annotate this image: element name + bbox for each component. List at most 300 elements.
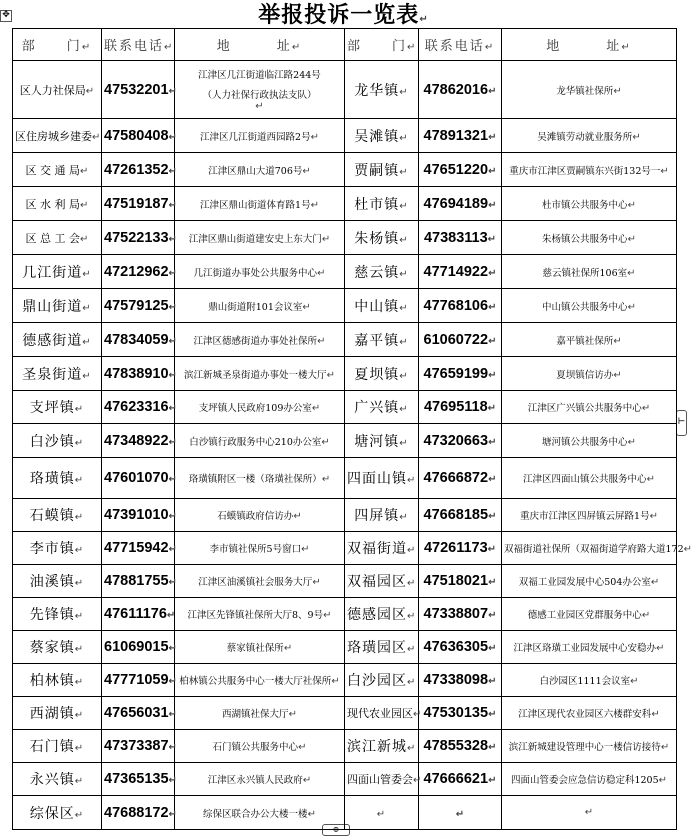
paragraph-mark: ↵ bbox=[649, 511, 658, 522]
dept-cell-text: 油溪镇 bbox=[29, 574, 75, 590]
paragraph-mark: ↵ bbox=[487, 403, 497, 414]
dept-cell-text: 先锋镇 bbox=[29, 607, 75, 623]
dept-cell-text: 李市镇 bbox=[29, 541, 75, 557]
phone-cell bbox=[102, 499, 175, 532]
phone-cell bbox=[419, 631, 502, 664]
dept-cell-text: 吴滩镇 bbox=[354, 128, 400, 145]
add-row-icon[interactable]: ⊕ bbox=[322, 824, 350, 836]
paragraph-mark: ↵ bbox=[323, 610, 332, 621]
paragraph-mark: ↵ bbox=[298, 742, 307, 753]
dept-cell-text: 石蟆镇 bbox=[29, 508, 75, 524]
paragraph-mark: ↵ bbox=[646, 474, 655, 485]
paragraph-mark: ↵ bbox=[627, 301, 636, 313]
table-row bbox=[13, 357, 677, 391]
address-cell-text-2: （人力社保行政执法支队） bbox=[202, 90, 317, 101]
address-cell bbox=[502, 664, 677, 697]
phone-cell bbox=[419, 61, 502, 119]
phone-cell-text: 47320663 bbox=[423, 432, 489, 449]
address-cell-text: 江津区几江街道临江路244号 bbox=[198, 70, 321, 81]
paragraph-mark: ↵ bbox=[487, 544, 497, 555]
dept-cell-text: 塘河镇 bbox=[354, 433, 400, 450]
dept-cell bbox=[345, 796, 419, 830]
address-cell-text: 江津区珞璜工业园发展中心安稳办 bbox=[513, 643, 657, 654]
dept-cell-text: 永兴镇 bbox=[29, 772, 75, 788]
dept-cell bbox=[13, 664, 102, 697]
address-cell-text: 江津区永兴镇人民政府 bbox=[207, 775, 303, 786]
address-cell bbox=[175, 289, 345, 323]
paragraph-mark: ↵ bbox=[488, 709, 497, 720]
dept-cell-text: 西湖镇 bbox=[29, 706, 75, 722]
paragraph-mark: ↵ bbox=[317, 335, 326, 347]
dept-cell-text: 综保区 bbox=[29, 805, 75, 822]
paragraph-mark: ↵ bbox=[613, 335, 622, 347]
dept-cell-text: 现代农业园区 bbox=[347, 707, 413, 720]
address-cell-text: 江津区四面山镇公共服务中心 bbox=[523, 474, 647, 485]
address-cell bbox=[502, 796, 677, 830]
address-cell bbox=[175, 499, 345, 532]
paragraph-mark: ↵ bbox=[376, 808, 387, 820]
dept-cell bbox=[345, 598, 419, 631]
paragraph-mark: ↵ bbox=[321, 436, 330, 448]
address-cell bbox=[175, 187, 345, 221]
phone-cell bbox=[419, 763, 502, 796]
address-cell-text: 支坪镇人民政府109办公室 bbox=[198, 403, 312, 414]
phone-cell-text: 47694189 bbox=[423, 195, 489, 212]
dept-cell-text: 白沙镇 bbox=[29, 433, 75, 450]
paragraph-mark: ↵ bbox=[74, 611, 85, 622]
dept-cell-text: 四屏镇 bbox=[354, 508, 400, 524]
phone-cell-text: 47365135 bbox=[104, 771, 169, 787]
table-row bbox=[13, 565, 677, 598]
address-cell bbox=[175, 323, 345, 357]
paragraph-mark: ↵ bbox=[399, 166, 409, 178]
address-cell-text: 德感工业园区党群服务中心 bbox=[527, 610, 642, 621]
paragraph-mark: ↵ bbox=[312, 577, 321, 588]
dept-cell-text: 区 交 通 局 bbox=[25, 163, 81, 177]
phone-cell bbox=[419, 119, 502, 153]
address-cell-text: 江津区先锋镇社保所大厅8、9号 bbox=[187, 610, 324, 621]
paragraph-mark: ↵ bbox=[283, 643, 293, 654]
dept-cell-text: 滨江新城 bbox=[347, 739, 407, 755]
dept-cell-text: 珞璜园区 bbox=[347, 640, 407, 656]
paragraph-mark: ↵ bbox=[168, 403, 177, 414]
paragraph-mark: ↵ bbox=[407, 611, 417, 622]
table-row bbox=[13, 697, 677, 730]
table-row bbox=[13, 458, 677, 499]
phone-cell-text: 47688172 bbox=[104, 804, 169, 821]
paragraph-mark: ↵ bbox=[651, 709, 660, 720]
paragraph-mark: ↵ bbox=[632, 131, 641, 143]
paragraph-mark: ↵ bbox=[488, 775, 497, 786]
paragraph-mark: ↵ bbox=[74, 512, 85, 523]
paragraph-mark: ↵ bbox=[399, 132, 409, 144]
table-row bbox=[13, 763, 677, 796]
paragraph-mark: ↵ bbox=[488, 131, 497, 143]
phone-cell-text: 47651220 bbox=[423, 161, 489, 178]
phone-cell-text: 47530135 bbox=[423, 705, 489, 721]
address-cell-text: 慈云镇社保所106室 bbox=[542, 267, 628, 279]
paragraph-mark: ↵ bbox=[82, 268, 92, 280]
phone-cell bbox=[102, 289, 175, 323]
paragraph-mark: ↵ bbox=[82, 302, 92, 314]
paragraph-mark: ↵ bbox=[317, 267, 326, 279]
dept-cell bbox=[345, 221, 419, 255]
paragraph-mark: ↵ bbox=[168, 577, 177, 588]
paragraph-mark: ↵ bbox=[488, 742, 497, 753]
paragraph-mark: ↵ bbox=[321, 474, 331, 485]
paragraph-mark: ↵ bbox=[399, 302, 409, 314]
phone-cell bbox=[102, 255, 175, 289]
dept-cell bbox=[13, 499, 102, 532]
paragraph-mark: ↵ bbox=[74, 475, 85, 486]
phone-cell-text: 47714922 bbox=[423, 263, 489, 280]
paragraph-mark: ↵ bbox=[627, 267, 636, 279]
phone-cell bbox=[102, 153, 175, 187]
table-row bbox=[13, 187, 677, 221]
dept-cell bbox=[13, 221, 102, 255]
address-cell bbox=[175, 796, 345, 830]
dept-cell bbox=[345, 187, 419, 221]
dept-cell-text: 中山镇 bbox=[354, 298, 400, 315]
paragraph-mark: ↵ bbox=[399, 86, 409, 98]
dept-cell-text: 双福园区 bbox=[347, 574, 407, 590]
address-cell-text: 白沙园区1111会议室 bbox=[539, 676, 631, 687]
paragraph-mark: ↵ bbox=[399, 370, 409, 382]
dept-cell-text: 鼎山街道 bbox=[22, 298, 83, 315]
address-cell bbox=[502, 532, 692, 565]
dept-cell bbox=[13, 697, 102, 730]
dept-cell-text: 区 总 工 会 bbox=[25, 231, 81, 245]
address-cell-text: 鼎山街道附101会议室 bbox=[208, 301, 303, 313]
dept-cell-text: 夏坝镇 bbox=[354, 366, 400, 383]
phone-cell-text: 47881755 bbox=[104, 573, 169, 589]
dept-cell-text: 杜市镇 bbox=[354, 196, 400, 213]
dept-cell-text: 贾嗣镇 bbox=[354, 162, 400, 179]
table-row bbox=[13, 796, 677, 830]
paragraph-mark: ↵ bbox=[488, 474, 497, 485]
paragraph-mark: ↵ bbox=[407, 475, 417, 486]
address-cell-text: 江津区鼎山街道建安史上东大门 bbox=[188, 233, 322, 245]
address-cell-text: 朱杨镇公共服务中心 bbox=[542, 233, 628, 245]
paragraph-mark: ↵ bbox=[301, 544, 310, 555]
address-cell bbox=[502, 565, 677, 598]
address-cell-text: 白沙镇行政服务中心210办公室 bbox=[189, 436, 322, 448]
paragraph-mark: ↵ bbox=[613, 85, 622, 97]
address-cell bbox=[502, 598, 677, 631]
dept-cell bbox=[13, 391, 102, 424]
paragraph-mark: ↵ bbox=[92, 131, 101, 143]
table-move-handle-icon[interactable]: ✥ bbox=[0, 10, 12, 22]
address-cell-text: 江津区现代农业园区六楼群安科 bbox=[518, 709, 652, 720]
address-cell-text: 重庆市江津区贾嗣镇东兴街132号一 bbox=[509, 165, 661, 177]
phone-cell-text: 47580408 bbox=[104, 127, 169, 144]
paragraph-mark: ↵ bbox=[74, 809, 85, 821]
paragraph-mark: ↵ bbox=[168, 474, 177, 485]
address-cell bbox=[502, 323, 677, 357]
table-row bbox=[13, 221, 677, 255]
header-cell-address-2: 地 址↵ bbox=[502, 29, 677, 61]
dept-cell-text: 蔡家镇 bbox=[29, 640, 75, 656]
phone-cell bbox=[419, 357, 502, 391]
dept-cell-text: 区人力社保局 bbox=[19, 83, 86, 97]
table-row bbox=[13, 289, 677, 323]
dept-cell-text: 德感园区 bbox=[347, 607, 407, 623]
paragraph-mark: ↵ bbox=[82, 336, 92, 348]
address-cell bbox=[175, 61, 345, 119]
phone-cell bbox=[419, 323, 502, 357]
paragraph-mark: ↵ bbox=[310, 199, 319, 211]
address-cell bbox=[175, 357, 345, 391]
phone-cell-text: 47636305 bbox=[423, 639, 489, 655]
dept-cell bbox=[345, 119, 419, 153]
address-cell-text: 杜市镇公共服务中心 bbox=[542, 199, 628, 211]
phone-cell bbox=[102, 458, 175, 499]
paragraph-mark: ↵ bbox=[311, 403, 321, 414]
address-cell-text: 石门镇公共服务中心 bbox=[212, 742, 299, 753]
paragraph-mark: ↵ bbox=[168, 709, 177, 720]
paragraph-mark: ↵ bbox=[331, 676, 340, 687]
header-cell-phone: 联系电话↵ bbox=[102, 29, 175, 61]
paragraph-mark: ↵ bbox=[82, 370, 92, 382]
dept-cell bbox=[13, 458, 102, 499]
phone-cell-text: 47656031 bbox=[104, 705, 169, 721]
address-cell-text: 滨江新城建设管理中心一楼信访接待 bbox=[508, 742, 661, 753]
table-row bbox=[13, 424, 677, 458]
paragraph-mark: ↵ bbox=[168, 511, 177, 522]
address-cell bbox=[502, 730, 677, 763]
paragraph-mark: ↵ bbox=[168, 742, 177, 753]
phone-cell-text: 47348922 bbox=[104, 432, 169, 449]
address-cell-text: 江津区油溪镇社会服务大厅 bbox=[198, 577, 313, 588]
table-row bbox=[13, 598, 677, 631]
dept-cell bbox=[13, 289, 102, 323]
dept-cell bbox=[13, 565, 102, 598]
paragraph-mark: ↵ bbox=[302, 775, 312, 786]
phone-cell bbox=[102, 424, 175, 458]
phone-cell bbox=[102, 221, 175, 255]
address-cell-text: 江津区德感街道办事处社保所 bbox=[193, 335, 318, 347]
paragraph-mark: ↵ bbox=[488, 436, 497, 448]
address-cell bbox=[175, 221, 345, 255]
address-cell bbox=[502, 153, 677, 187]
phone-cell-text: 47838910 bbox=[104, 365, 169, 382]
paragraph-mark: ↵ bbox=[255, 101, 264, 112]
paragraph-mark: ↵ bbox=[321, 233, 331, 245]
phone-cell bbox=[419, 598, 502, 631]
phone-cell bbox=[102, 187, 175, 221]
address-cell-text: 珞璜镇附区一楼（珞璜社保所） bbox=[188, 474, 322, 485]
table-row bbox=[13, 323, 677, 357]
address-cell-text: 四面山管委会应急信访稳定科1205 bbox=[510, 775, 659, 786]
dept-cell-text: 柏林镇 bbox=[29, 673, 75, 689]
table-row bbox=[13, 532, 677, 565]
address-cell-text: 江津区广兴镇公共服务中心 bbox=[527, 403, 642, 414]
phone-cell-text: 47855328 bbox=[423, 738, 489, 754]
dept-cell bbox=[13, 357, 102, 391]
header-row bbox=[13, 29, 677, 61]
phone-cell-text: 47601070 bbox=[104, 470, 169, 486]
address-cell-text: 蔡家镇社保所 bbox=[226, 643, 284, 654]
address-cell bbox=[175, 730, 345, 763]
address-cell bbox=[175, 697, 345, 730]
paragraph-mark: ↵ bbox=[326, 369, 335, 381]
table-row bbox=[13, 664, 677, 697]
paragraph-mark: ↵ bbox=[168, 335, 177, 347]
table-row bbox=[13, 631, 677, 664]
paragraph-mark: ↵ bbox=[488, 301, 497, 313]
phone-cell bbox=[102, 631, 175, 664]
paragraph-mark: ↵ bbox=[74, 710, 85, 721]
dept-cell bbox=[13, 187, 102, 221]
dept-cell bbox=[345, 391, 419, 424]
address-cell-text: 综保区联合办公大楼一楼 bbox=[203, 808, 308, 820]
dept-cell-text: 龙华镇 bbox=[354, 82, 400, 99]
paragraph-mark: ↵ bbox=[168, 131, 177, 143]
phone-cell-text: 47519187 bbox=[104, 195, 169, 212]
address-cell bbox=[175, 458, 345, 499]
dept-cell bbox=[13, 631, 102, 664]
phone-cell-text: 47611176 bbox=[104, 606, 167, 622]
header-cell-dept-2: 部 门↵ bbox=[345, 29, 419, 61]
phone-cell bbox=[419, 255, 502, 289]
paragraph-mark: ↵ bbox=[302, 301, 311, 313]
dept-cell bbox=[13, 255, 102, 289]
paragraph-mark: ↵ bbox=[80, 199, 89, 211]
paragraph-mark: ↵ bbox=[310, 131, 319, 143]
paragraph-mark: ↵ bbox=[168, 808, 177, 820]
paragraph-mark: ↵ bbox=[407, 677, 417, 688]
paragraph-mark: ↵ bbox=[488, 165, 497, 177]
phone-cell-text: 47532201 bbox=[104, 81, 169, 98]
address-cell bbox=[175, 532, 345, 565]
phone-cell bbox=[419, 499, 502, 532]
phone-cell bbox=[419, 289, 502, 323]
paragraph-mark: ↵ bbox=[74, 677, 85, 688]
dept-cell-text: 四面山镇 bbox=[347, 471, 407, 487]
address-cell bbox=[502, 697, 677, 730]
paragraph-mark: ↵ bbox=[74, 404, 85, 415]
dept-cell bbox=[345, 499, 419, 532]
paragraph-mark: ↵ bbox=[488, 610, 497, 621]
phone-cell bbox=[102, 697, 175, 730]
table-resize-handle-icon[interactable]: ⊢ bbox=[676, 410, 687, 436]
phone-cell bbox=[419, 697, 502, 730]
phone-cell bbox=[419, 565, 502, 598]
paragraph-mark: ↵ bbox=[407, 545, 417, 556]
dept-cell bbox=[345, 565, 419, 598]
address-cell bbox=[502, 119, 677, 153]
address-cell bbox=[502, 221, 677, 255]
paragraph-mark: ↵ bbox=[488, 335, 497, 347]
address-cell-text: 滨江新城圣泉街道办事处一楼大厅 bbox=[184, 369, 327, 381]
dept-cell bbox=[345, 532, 419, 565]
phone-cell-text: 47862016 bbox=[423, 81, 489, 98]
paragraph-mark: ↵ bbox=[168, 775, 177, 786]
dept-cell bbox=[345, 664, 419, 697]
phone-cell-text: 47666872 bbox=[423, 470, 489, 486]
paragraph-mark: ↵ bbox=[74, 743, 85, 754]
address-cell-text: 重庆市江津区四屏镇云屏路1号 bbox=[520, 511, 650, 522]
dept-cell bbox=[345, 255, 419, 289]
dept-cell-text: 几江街道 bbox=[22, 264, 83, 281]
address-cell-text: 李市镇社保所5号窗口 bbox=[209, 544, 302, 555]
paragraph-mark: ↵ bbox=[407, 743, 417, 754]
phone-cell bbox=[419, 391, 502, 424]
phone-cell-text: 47891321 bbox=[423, 127, 489, 144]
paragraph-mark: ↵ bbox=[288, 709, 297, 720]
paragraph-mark: ↵ bbox=[407, 578, 417, 589]
paragraph-mark: ↵ bbox=[413, 775, 422, 786]
paragraph-mark: ↵ bbox=[80, 165, 89, 177]
address-cell bbox=[175, 598, 345, 631]
paragraph-mark: ↵ bbox=[168, 165, 177, 177]
table-row bbox=[13, 391, 677, 424]
address-cell-text: 石蟆镇政府信访办 bbox=[217, 511, 294, 522]
phone-cell-text: 47383113 bbox=[423, 229, 488, 246]
phone-cell bbox=[102, 565, 175, 598]
paragraph-mark: ↵ bbox=[630, 676, 639, 687]
dept-cell-text: 朱杨镇 bbox=[354, 230, 400, 247]
paragraph-mark: ↵ bbox=[74, 437, 85, 449]
dept-cell bbox=[345, 763, 422, 796]
address-cell bbox=[502, 255, 677, 289]
paragraph-mark: ↵ bbox=[85, 85, 95, 97]
address-cell bbox=[175, 631, 345, 664]
dept-cell bbox=[345, 458, 419, 499]
phone-cell-text: 47373387 bbox=[104, 738, 169, 754]
address-cell bbox=[502, 631, 677, 664]
phone-cell bbox=[102, 598, 175, 631]
paragraph-mark: ↵ bbox=[399, 404, 409, 415]
dept-cell-text: 圣泉街道 bbox=[22, 366, 83, 383]
dept-cell bbox=[345, 323, 419, 357]
paragraph-mark: ↵ bbox=[74, 644, 85, 655]
phone-cell bbox=[102, 730, 175, 763]
complaints-table bbox=[12, 28, 692, 830]
address-cell-text: 几江街道办事处公共服务中心 bbox=[193, 267, 318, 279]
paragraph-mark: ↵ bbox=[488, 577, 497, 588]
phone-cell bbox=[419, 153, 502, 187]
paragraph-mark: ↵ bbox=[293, 511, 302, 522]
phone-cell bbox=[419, 458, 502, 499]
paragraph-mark: ↵ bbox=[399, 200, 409, 212]
paragraph-mark: ↵ bbox=[168, 369, 177, 381]
phone-cell-text: 61060722 bbox=[423, 331, 489, 348]
dept-cell bbox=[345, 289, 419, 323]
paragraph-mark: ↵ bbox=[168, 85, 177, 97]
paragraph-mark: ↵ bbox=[80, 233, 89, 245]
address-cell-text: 西湖镇社保大厅 bbox=[222, 709, 289, 720]
address-cell bbox=[502, 499, 677, 532]
paragraph-mark: ↵ bbox=[307, 808, 316, 820]
phone-cell-text: 47261352 bbox=[104, 161, 169, 178]
paragraph-mark: ↵ bbox=[627, 436, 636, 448]
header-cell-address: 地 址↵ bbox=[175, 29, 345, 61]
paragraph-mark: ↵ bbox=[584, 807, 594, 818]
phone-cell bbox=[419, 424, 502, 458]
dept-cell-text: 德感街道 bbox=[22, 332, 83, 349]
paragraph-mark: ↵ bbox=[488, 369, 497, 381]
paragraph-mark: ↵ bbox=[660, 165, 669, 177]
paragraph-mark: ↵ bbox=[488, 511, 497, 522]
address-cell-text: 龙华镇社保所 bbox=[556, 85, 614, 97]
title-text: 举报投诉一览表 bbox=[258, 2, 420, 28]
paragraph-mark: ↵ bbox=[399, 336, 409, 348]
phone-cell-text: 47522133 bbox=[104, 229, 169, 246]
phone-cell-text: 47338098 bbox=[423, 672, 489, 688]
dept-cell bbox=[13, 61, 102, 119]
address-cell bbox=[175, 391, 345, 424]
